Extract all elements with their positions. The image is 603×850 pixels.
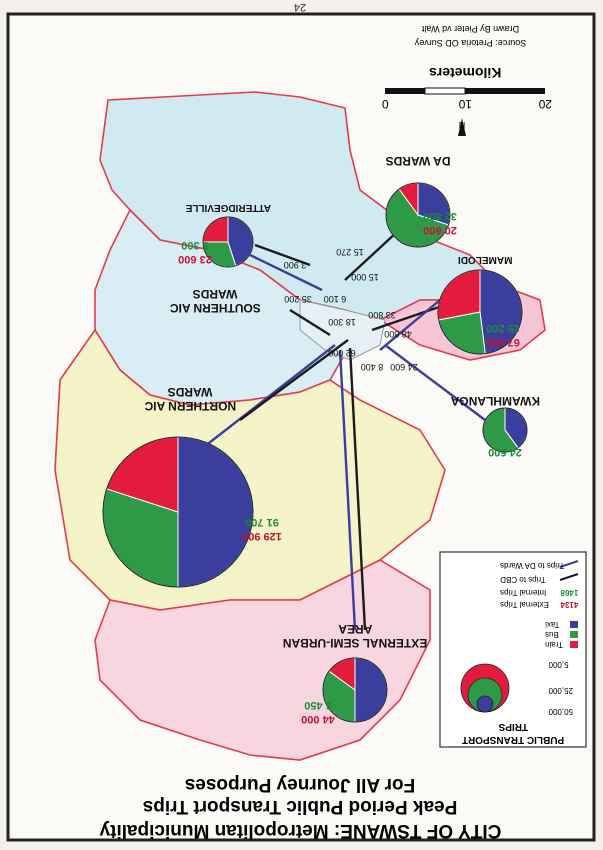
legend-da-label: Trips to DA Wards [500,561,565,570]
scale-unit: Kilometers [429,65,502,81]
flow-label-5: 33 800 [368,310,396,320]
legend-swatch-taxi [570,621,578,628]
scale-tick-20: 20 [538,97,552,111]
flow-label-8: 62 000 [328,348,356,358]
legend-bus-label: Bus [545,630,559,639]
legend-cbd-label: Trips to CBD [500,575,546,584]
legend-size-50000: 50,000 [548,707,574,716]
legend-size-circle [477,696,493,712]
external-external-trips: 44 000 [301,713,335,725]
scale-bar-white [425,88,465,94]
northern-internal-trips: 91 700 [245,516,279,528]
credit-source: Source: Pretoria OD Survey [414,38,527,48]
legend-size-circles [461,664,509,712]
kwamhlanga-external-trips: 24 600 [488,446,522,458]
pie-external-semi-urban [323,658,387,722]
legend-external-label: External Trips [500,600,549,609]
legend-internal-sample: 1468 [560,588,579,597]
atteridgeville-external-trips: 23 600 [178,253,212,265]
label-external-line2: AREA [338,622,373,636]
scale-bar-black [385,88,425,94]
scale-bar-black-2 [465,88,545,94]
pie-kwamhlanga [483,408,527,452]
flow-label-4: 35 200 [284,294,312,304]
label-southern-aic-line1: SOUTHERN AIC [169,301,261,315]
north-label: N [458,120,466,130]
title-line2: Peak Period Public Transport Trips [142,796,458,817]
dawards-internal-trips: 32 800 [423,210,457,222]
atteridgeville-internal-trips: 5 300 [181,239,209,251]
legend-title-line2: TRIPS [498,721,529,732]
pie-northern-aic [103,437,253,587]
flow-label-3: 6 100 [323,294,347,304]
legend-train-label: Train [545,640,563,649]
label-mamelodi: MAMELODI [457,254,513,265]
flow-label-7: 48 800 [384,329,412,339]
scale-tick-10: 10 [458,97,472,111]
label-external-line1: EXTERNAL SEMI-URBAN [282,636,428,650]
title-line1: CITY OF TSWANE: Metropolitan Municipality [99,820,502,841]
flow-label-10: 24 600 [390,362,418,372]
label-northern-aic-line2: WARDS [167,385,213,399]
page-number: 24 [293,1,307,13]
scale-tick-0: 0 [381,97,389,111]
label-da-wards: DA WARDS [385,154,451,168]
flow-label-1: 15 270 [336,247,364,257]
mamelodi-internal-trips: 15 200 [486,322,520,334]
legend-swatch-bus [570,631,578,638]
label-southern-aic-line2: WARDS [192,287,238,301]
legend-swatch-train [570,641,578,648]
legend-size-25000: 25,000 [548,686,574,695]
legend-internal-label: Internal Trips [500,588,547,597]
flow-label-0: 3 900 [283,260,307,270]
legend-taxi-label: Taxi [545,620,560,629]
label-northern-aic-line1: NORTHERN AIC [144,399,237,413]
credit-drawn-by: Drawn By Pieter vd Walt [421,24,520,34]
legend-external-sample: 4134 [560,600,579,609]
legend [440,552,586,747]
flow-label-2: 15 000 [351,272,379,282]
external-internal-trips: 6 450 [304,699,332,711]
dawards-external-trips: 20 600 [423,224,457,236]
label-kwamhlanga: KWAMHLANGA [450,394,540,408]
title-line3: For All Journey Purposes [184,774,416,795]
legend-title-line1: PUBLIC TRANSPORT [461,734,565,745]
flow-label-9: 8 400 [360,362,384,372]
northern-external-trips: 129 900 [242,530,282,542]
legend-size-5000: 5,000 [548,660,569,669]
mamelodi-external-trips: 67 000 [486,336,520,348]
flow-label-6: 18 300 [328,317,356,327]
label-atteridgeville: ATTERIDGEVILLE [185,202,272,213]
